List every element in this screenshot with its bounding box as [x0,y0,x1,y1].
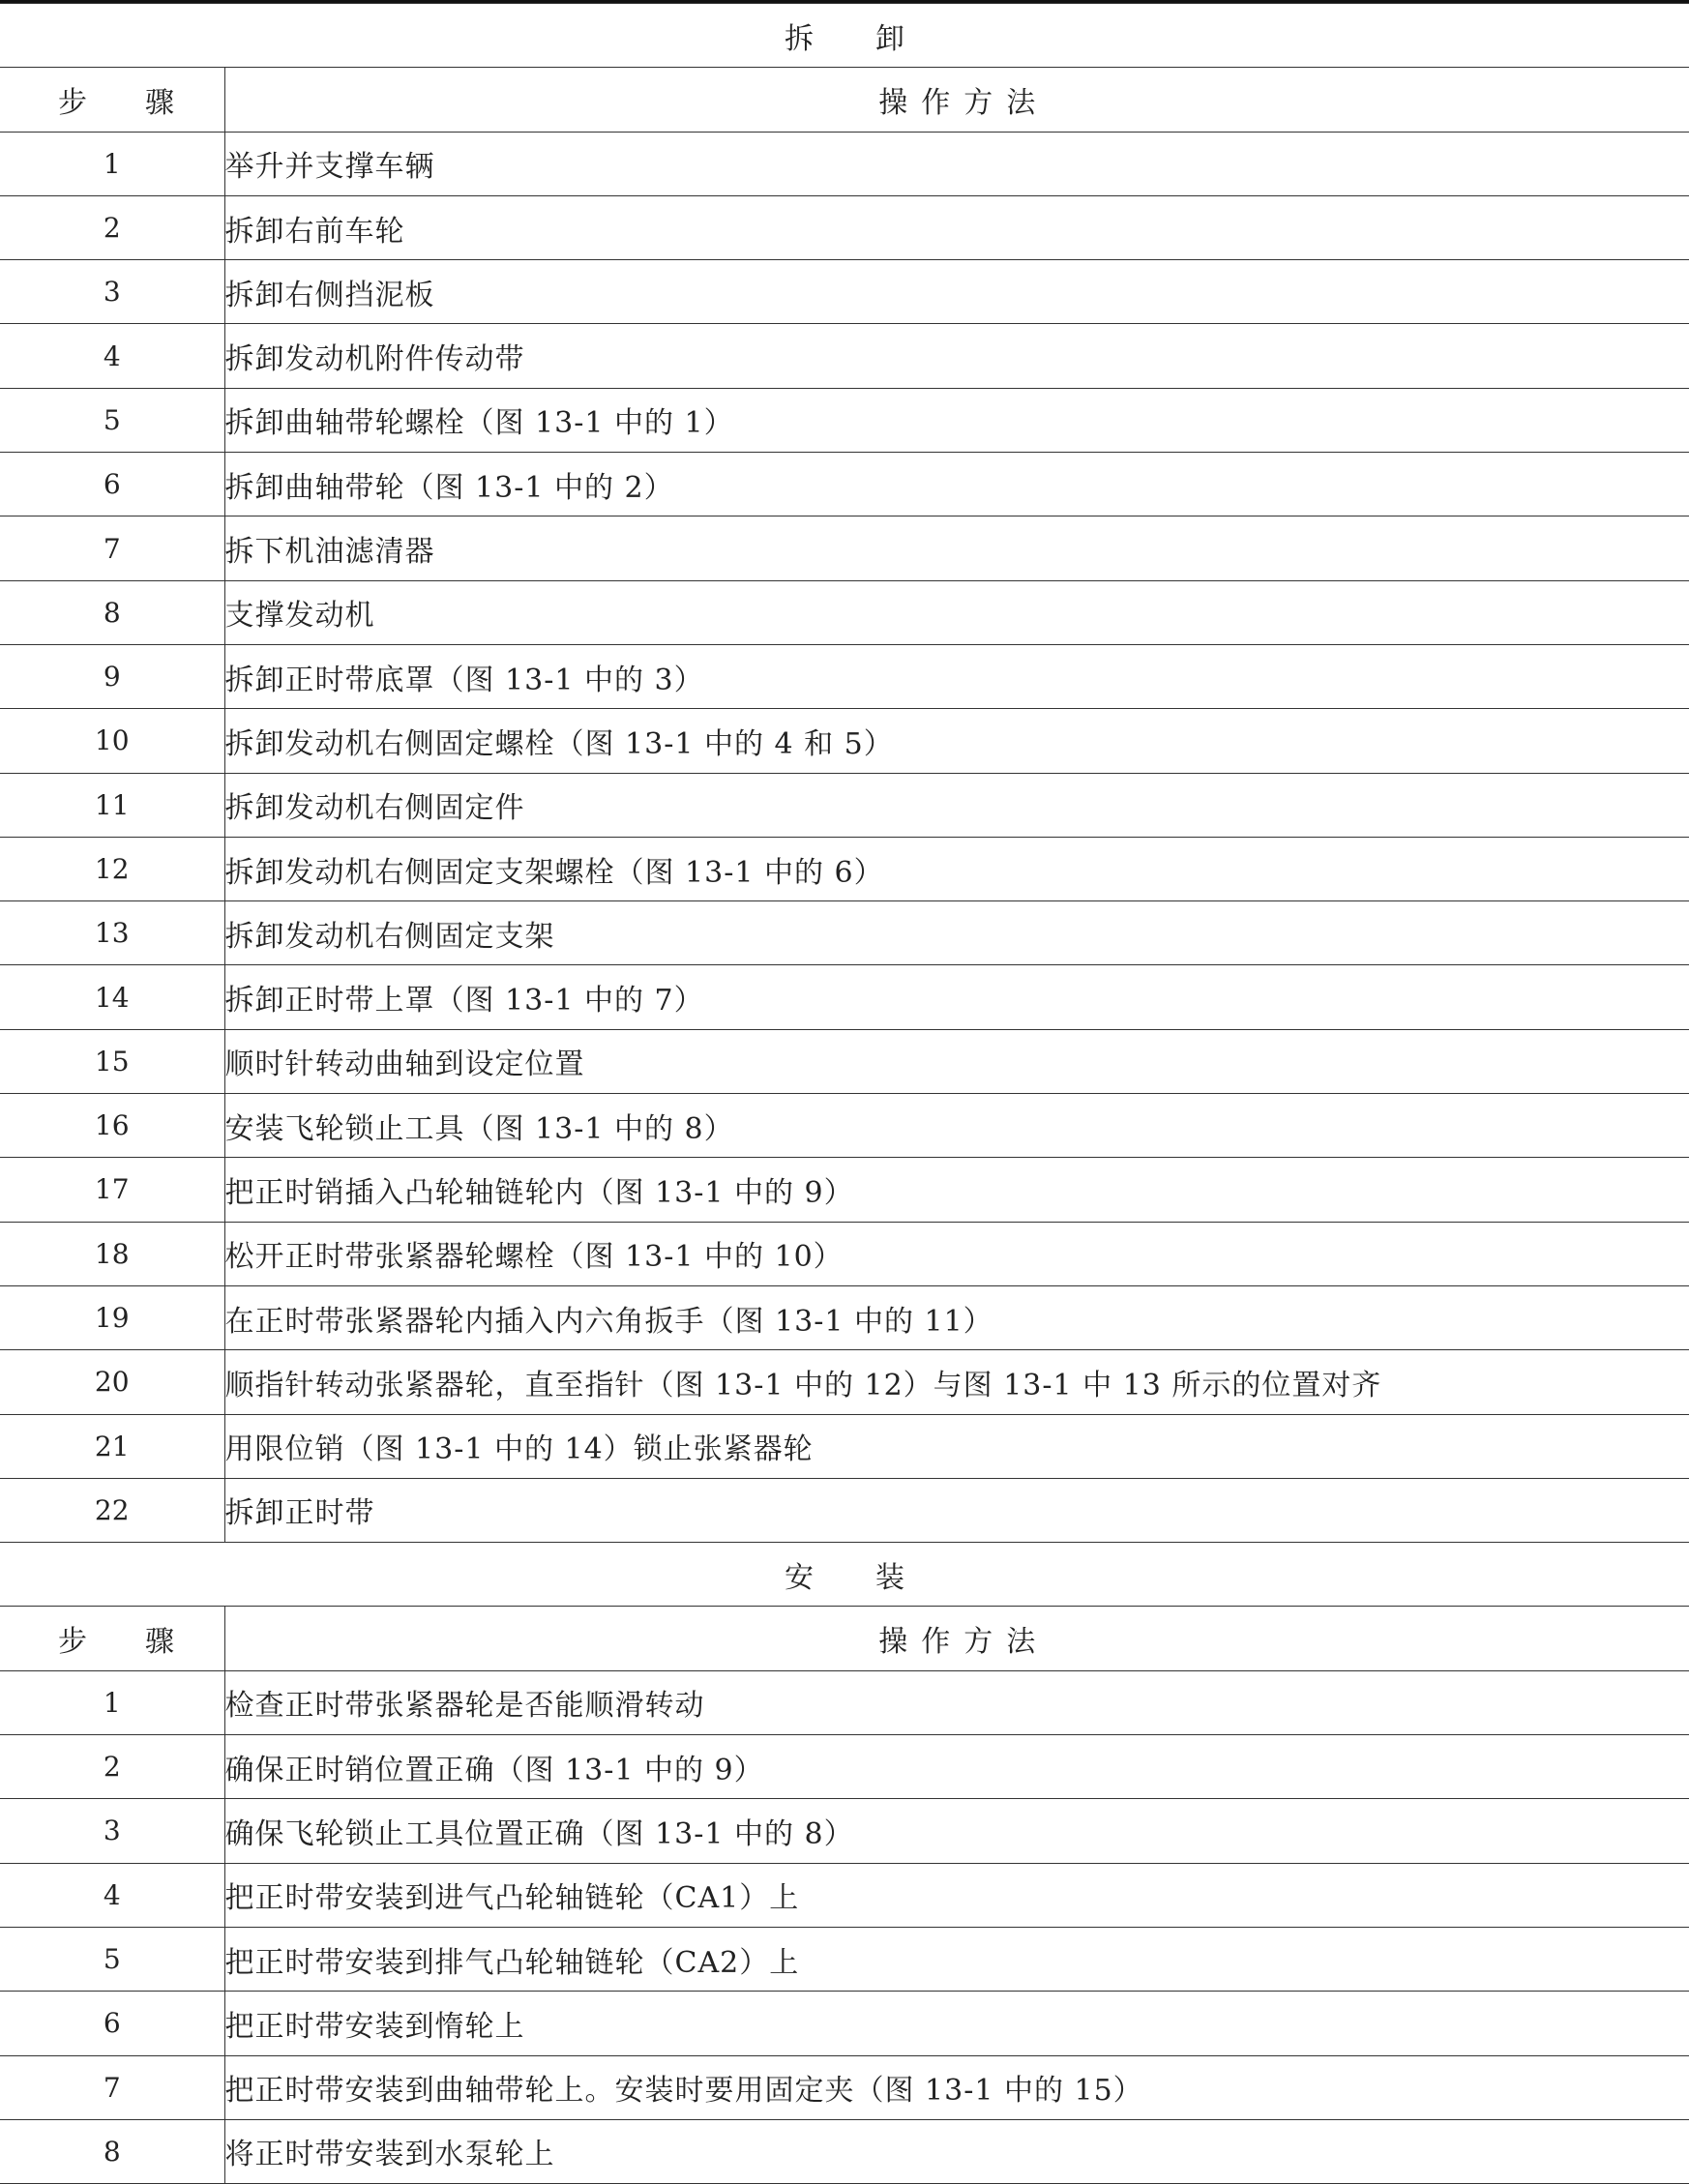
step-number: 7 [0,516,224,580]
step-number: 19 [0,1285,224,1349]
table-row [0,1992,1689,2055]
table-row [0,1414,1689,1478]
table-row [0,901,1689,965]
operation-text: 拆卸曲轴带轮（图 13-1 中的 2） [224,453,1689,516]
column-header-operation: 操作方法 [224,68,1689,132]
table-row [0,2055,1689,2119]
step-number: 2 [0,1735,224,1799]
section-title-row-removal [0,4,1689,68]
step-number: 10 [0,709,224,773]
step-number: 15 [0,1029,224,1093]
step-number: 5 [0,1927,224,1991]
procedure-table-body [0,4,1689,2184]
operation-text: 拆卸正时带 [224,1478,1689,1542]
step-number: 6 [0,1992,224,2055]
operation-text: 顺指针转动张紧器轮，直至指针（图 13-1 中的 12）与图 13-1 中 13 所示的位置对齐 [224,1350,1689,1414]
table-row [0,1029,1689,1093]
step-number: 11 [0,773,224,837]
section-title-installation: 安装 [0,1543,1689,1607]
operation-text: 确保飞轮锁止工具位置正确（图 13-1 中的 8） [224,1799,1689,1863]
step-number: 5 [0,388,224,452]
table-row [0,709,1689,773]
table-row [0,1799,1689,1863]
step-number: 9 [0,644,224,708]
operation-text: 把正时带安装到曲轴带轮上。安装时要用固定夹（图 13-1 中的 15） [224,2055,1689,2119]
table-row [0,195,1689,259]
table-row [0,1478,1689,1542]
step-number: 12 [0,837,224,900]
operation-text: 将正时带安装到水泵轮上 [224,2119,1689,2183]
procedure-table [0,3,1689,2184]
step-number: 2 [0,195,224,259]
table-row [0,1927,1689,1991]
step-number: 13 [0,901,224,965]
step-number: 4 [0,1863,224,1927]
operation-text: 拆卸正时带上罩（图 13-1 中的 7） [224,965,1689,1029]
operation-text: 拆卸右前车轮 [224,195,1689,259]
table-row [0,580,1689,644]
table-row [0,1350,1689,1414]
operation-text: 举升并支撑车辆 [224,132,1689,195]
step-number: 18 [0,1222,224,1285]
table-row [0,773,1689,837]
operation-text: 支撑发动机 [224,580,1689,644]
step-number: 3 [0,1799,224,1863]
table-row [0,1863,1689,1927]
step-number: 8 [0,580,224,644]
table-row [0,453,1689,516]
table-row [0,1670,1689,1734]
table-row [0,132,1689,195]
step-number: 1 [0,132,224,195]
header-row-removal [0,68,1689,132]
step-number: 20 [0,1350,224,1414]
column-header-operation: 操作方法 [224,1607,1689,1670]
step-number: 17 [0,1158,224,1222]
operation-text: 检查正时带张紧器轮是否能顺滑转动 [224,1670,1689,1734]
operation-text: 拆卸发动机附件传动带 [224,324,1689,388]
step-number: 7 [0,2055,224,2119]
table-row [0,260,1689,324]
step-number: 1 [0,1670,224,1734]
table-row [0,1094,1689,1158]
table-row [0,2119,1689,2183]
table-row [0,516,1689,580]
operation-text: 拆下机油滤清器 [224,516,1689,580]
table-row [0,1285,1689,1349]
header-row-installation [0,1607,1689,1670]
table-row [0,388,1689,452]
operation-text: 顺时针转动曲轴到设定位置 [224,1029,1689,1093]
operation-text: 拆卸正时带底罩（图 13-1 中的 3） [224,644,1689,708]
table-row [0,1158,1689,1222]
step-number: 14 [0,965,224,1029]
step-number: 6 [0,453,224,516]
step-number: 16 [0,1094,224,1158]
operation-text: 安装飞轮锁止工具（图 13-1 中的 8） [224,1094,1689,1158]
operation-text: 拆卸发动机右侧固定螺栓（图 13-1 中的 4 和 5） [224,709,1689,773]
column-header-step: 步骤 [0,1607,224,1670]
column-header-step: 步骤 [0,68,224,132]
operation-text: 拆卸曲轴带轮螺栓（图 13-1 中的 1） [224,388,1689,452]
table-row [0,1735,1689,1799]
operation-text: 把正时带安装到惰轮上 [224,1992,1689,2055]
operation-text: 把正时销插入凸轮轴链轮内（图 13-1 中的 9） [224,1158,1689,1222]
table-row [0,965,1689,1029]
operation-text: 拆卸发动机右侧固定支架螺栓（图 13-1 中的 6） [224,837,1689,900]
section-title-removal: 拆卸 [0,4,1689,68]
table-row [0,837,1689,900]
section-title-row-installation [0,1543,1689,1607]
operation-text: 在正时带张紧器轮内插入内六角扳手（图 13-1 中的 11） [224,1285,1689,1349]
table-row [0,644,1689,708]
operation-text: 把正时带安装到排气凸轮轴链轮（CA2）上 [224,1927,1689,1991]
operation-text: 用限位销（图 13-1 中的 14）锁止张紧器轮 [224,1414,1689,1478]
operation-text: 把正时带安装到进气凸轮轴链轮（CA1）上 [224,1863,1689,1927]
step-number: 8 [0,2119,224,2183]
operation-text: 拆卸右侧挡泥板 [224,260,1689,324]
operation-text: 松开正时带张紧器轮螺栓（图 13-1 中的 10） [224,1222,1689,1285]
operation-text: 拆卸发动机右侧固定支架 [224,901,1689,965]
step-number: 22 [0,1478,224,1542]
operation-text: 确保正时销位置正确（图 13-1 中的 9） [224,1735,1689,1799]
table-row [0,324,1689,388]
step-number: 21 [0,1414,224,1478]
operation-text: 拆卸发动机右侧固定件 [224,773,1689,837]
step-number: 3 [0,260,224,324]
step-number: 4 [0,324,224,388]
table-row [0,1222,1689,1285]
